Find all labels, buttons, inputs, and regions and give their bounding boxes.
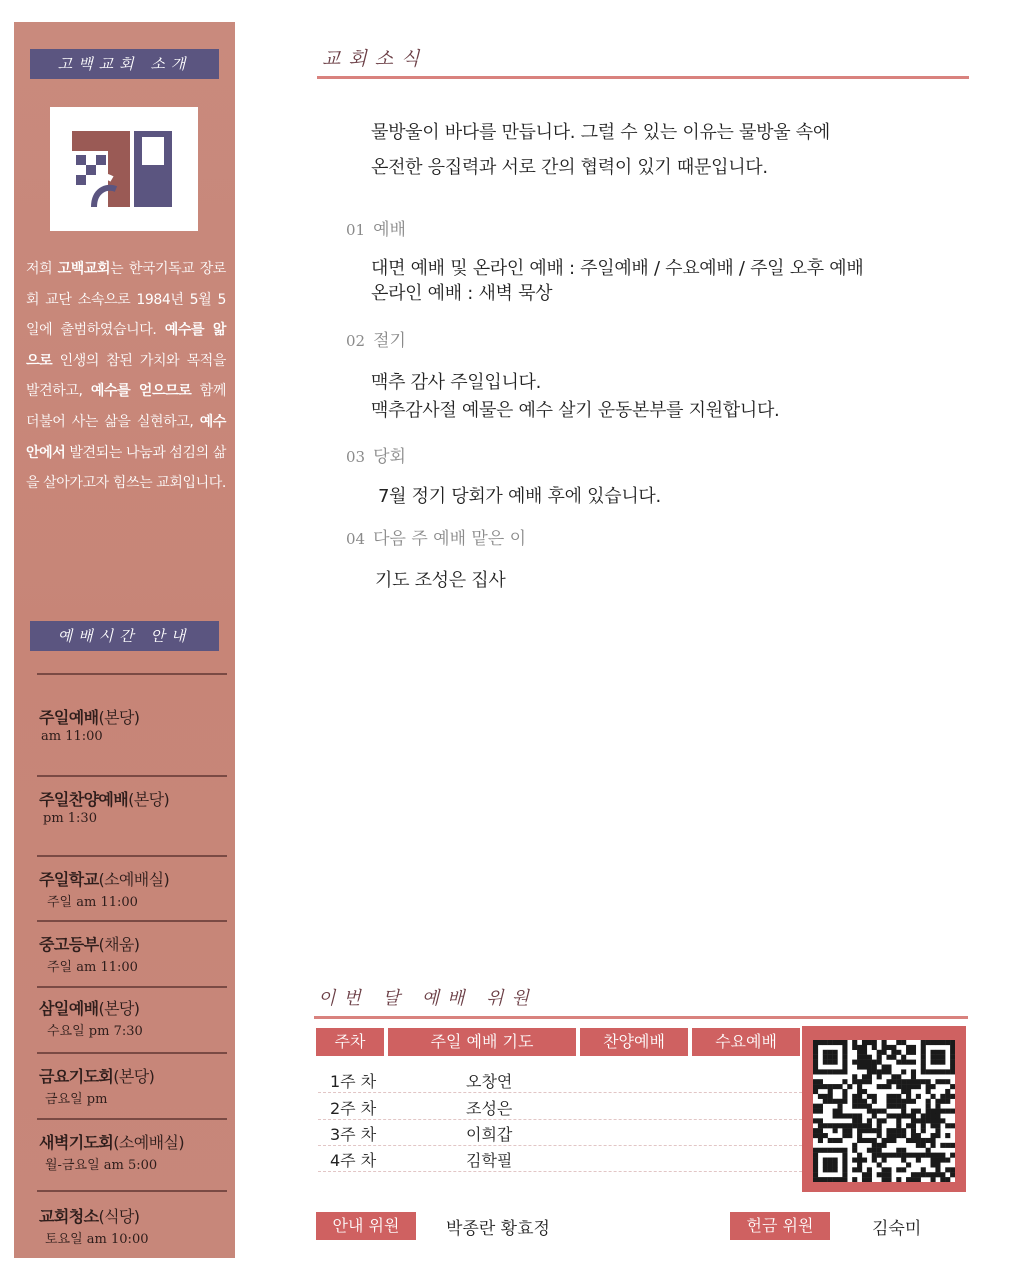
section-heading: 02 절기 bbox=[346, 331, 406, 351]
section-line: 7월 정기 당회가 예배 후에 있습니다. bbox=[378, 486, 661, 507]
schedule-item: 주일찬양예배(본당) pm 1:30 bbox=[37, 775, 227, 855]
offering-name: 김숙미 bbox=[872, 1219, 922, 1239]
committee-title: 이번 달 예배 위원 bbox=[318, 988, 537, 1009]
sidebar bbox=[14, 22, 235, 1258]
section-line: 온라인 예배 : 새벽 묵상 bbox=[371, 283, 553, 304]
section-line: 맥추 감사 주일입니다. bbox=[371, 372, 542, 393]
table-row: 1주 차 오창연 bbox=[318, 1066, 802, 1093]
intro-text: 저희 고백교회는 한국기독교 장로회 교단 소속으로 1984년 5월 5일에 출범하였습니다. 예수를 앎으로 인생의 참된 가치와 목적을 발견하고, 예수를 얻으므로 함께 더불어 사는 삶을 실현하고, 예수 안에서 발견되는 나눔과 섬김의 삶을 살아가고자 힘쓰는 교회입니다. bbox=[26, 261, 226, 492]
schedule-item: 중고등부(채움) 주일 am 11:00 bbox=[37, 920, 227, 986]
schedule-item: 새벽기도회(소예배실) 월-금요일 am 5:00 bbox=[37, 1118, 227, 1190]
header-wednesday-worship: 수요예배 bbox=[692, 1028, 800, 1056]
section-line: 기도 조성은 집사 bbox=[375, 570, 506, 591]
table-row: 3주 차 이희갑 bbox=[318, 1119, 802, 1146]
qr-code-icon bbox=[813, 1040, 955, 1182]
table-row: 4주 차 김학필 bbox=[318, 1145, 802, 1172]
offering-label: 헌금 위원 bbox=[730, 1212, 830, 1240]
logo-mark-icon bbox=[50, 107, 198, 231]
schedule-item: 금요기도회(본당) 금요일 pm bbox=[37, 1052, 227, 1118]
header-sunday-prayer: 주일 예배 기도 bbox=[388, 1028, 576, 1056]
usher-label: 안내 위원 bbox=[316, 1212, 416, 1240]
section-line: 맥추감사절 예물은 예수 살기 운동본부를 지원합니다. bbox=[371, 400, 780, 421]
header-praise-worship: 찬양예배 bbox=[580, 1028, 688, 1056]
news-intro-line: 온전한 응집력과 서로 간의 협력이 있기 때문입니다. bbox=[371, 157, 768, 178]
section-heading: 01 예배 bbox=[346, 220, 406, 240]
qr-code[interactable] bbox=[802, 1026, 966, 1192]
schedule-list bbox=[37, 673, 227, 1262]
section-heading: 04 다음 주 예배 맡은 이 bbox=[346, 529, 527, 549]
schedule-item: 주일예배(본당) am 11:00 bbox=[37, 673, 227, 775]
church-logo bbox=[50, 107, 198, 231]
intro-banner: 고백교회 소개 bbox=[30, 49, 219, 79]
schedule-item: 주일학교(소예배실) 주일 am 11:00 bbox=[37, 855, 227, 920]
table-row: 2주 차 조성은 bbox=[318, 1093, 802, 1120]
schedule-item: 교회청소(식당) 토요일 am 10:00 bbox=[37, 1190, 227, 1262]
schedule-banner: 예배시간 안내 bbox=[30, 621, 219, 651]
section-heading: 03 당회 bbox=[346, 447, 406, 467]
usher-names: 박종란 황효정 bbox=[446, 1219, 550, 1239]
header-week: 주차 bbox=[316, 1028, 384, 1056]
news-title: 교회소식 bbox=[322, 48, 428, 70]
section-line: 대면 예배 및 온라인 예배 : 주일예배 / 수요예배 / 주일 오후 예배 bbox=[371, 258, 864, 279]
news-intro-line: 물방울이 바다를 만듭니다. 그럴 수 있는 이유는 물방울 속에 bbox=[371, 122, 830, 143]
committee-rule bbox=[314, 1016, 968, 1019]
schedule-item: 삼일예배(본당) 수요일 pm 7:30 bbox=[37, 986, 227, 1052]
news-rule bbox=[317, 76, 969, 79]
